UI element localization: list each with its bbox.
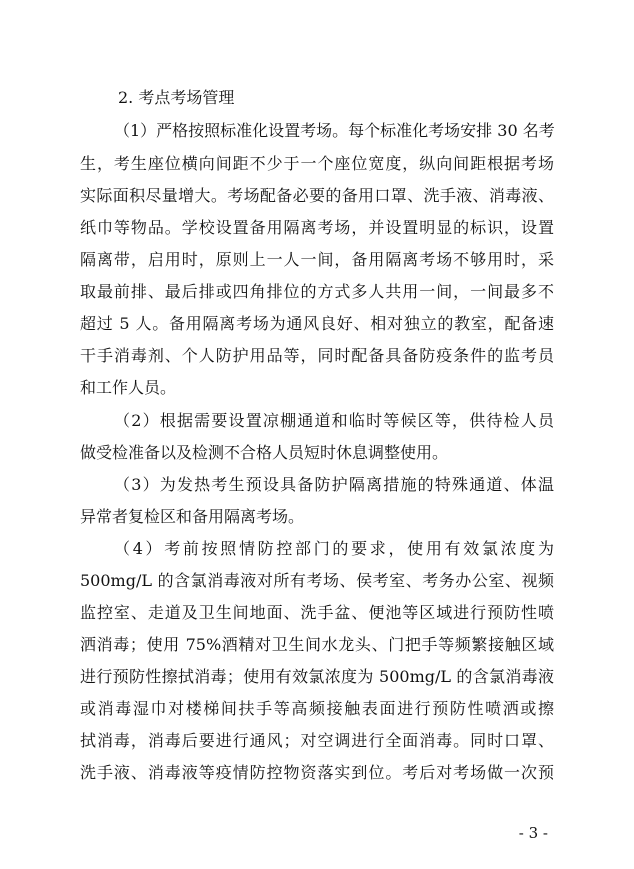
paragraph-4-line-7: 拭消毒，消毒后要进行通风；对空调进行全面消毒。同时口罩、 bbox=[80, 731, 554, 750]
section-heading: 2. 考点考场管理 bbox=[118, 88, 235, 107]
paragraph-4-line-8: 洗手液、消毒液等疫情防控物资落实到位。考后对考场做一次预 bbox=[80, 763, 554, 782]
paragraph-1-line-5: 隔离带，启用时，原则上一人一间，备用隔离考场不够用时，采 bbox=[80, 250, 554, 269]
paragraph-1-line-9: 和工作人员。 bbox=[80, 378, 177, 397]
paragraph-4-line-2: 500mg/L 的含氯消毒液对所有考场、侯考室、考务办公室、视频 bbox=[80, 571, 554, 590]
paragraph-1-line-8: 干手消毒剂、个人防护用品等，同时配备具备防疫条件的监考员 bbox=[80, 346, 554, 365]
paragraph-4-line-3: 监控室、走道及卫生间地面、洗手盆、便池等区域进行预防性喷 bbox=[80, 603, 554, 622]
paragraph-2-line-2: 做受检准备以及检测不合格人员短时休息调整使用。 bbox=[80, 443, 449, 462]
paragraph-1-line-2: 生，考生座位横向间距不少于一个座位宽度，纵向间距根据考场 bbox=[80, 154, 554, 173]
paragraph-1-line-7: 超过 5 人。备用隔离考场为通风良好、相对独立的教室，配备速 bbox=[80, 314, 554, 333]
paragraph-4-line-4: 洒消毒；使用 75%酒精对卫生间水龙头、门把手等频繁接触区域 bbox=[80, 635, 554, 654]
paragraph-3-line-1: （3）为发热考生预设具备防护隔离措施的特殊通道、体温 bbox=[114, 475, 554, 494]
paragraph-4-line-5: 进行预防性擦拭消毒；使用有效氯浓度为 500mg/L 的含氯消毒液 bbox=[80, 667, 554, 686]
paragraph-1-line-1: （1）严格按照标准化设置考场。每个标准化考场安排 30 名考 bbox=[114, 121, 555, 140]
paragraph-4-line-6: 或消毒湿巾对楼梯间扶手等高频接触表面进行预防性喷洒或擦 bbox=[80, 699, 554, 718]
paragraph-1-line-4: 纸巾等物品。学校设置备用隔离考场，并设置明显的标识，设置 bbox=[80, 218, 554, 237]
paragraph-3-line-2: 异常者复检区和备用隔离考场。 bbox=[80, 507, 305, 526]
paragraph-2-line-1: （2）根据需要设置凉棚通道和临时等候区等，供待检人员 bbox=[114, 411, 554, 430]
paragraph-1-line-6: 取最前排、最后排或四角排位的方式多人共用一间，一间最多不 bbox=[80, 282, 554, 301]
page-number: - 3 - bbox=[518, 824, 548, 842]
paragraph-4-line-1: （4）考前按照情防控部门的要求，使用有效氯浓度为 bbox=[114, 539, 554, 558]
paragraph-1-line-3: 实际面积尽量增大。考场配备必要的备用口罩、洗手液、消毒液、 bbox=[80, 186, 554, 205]
